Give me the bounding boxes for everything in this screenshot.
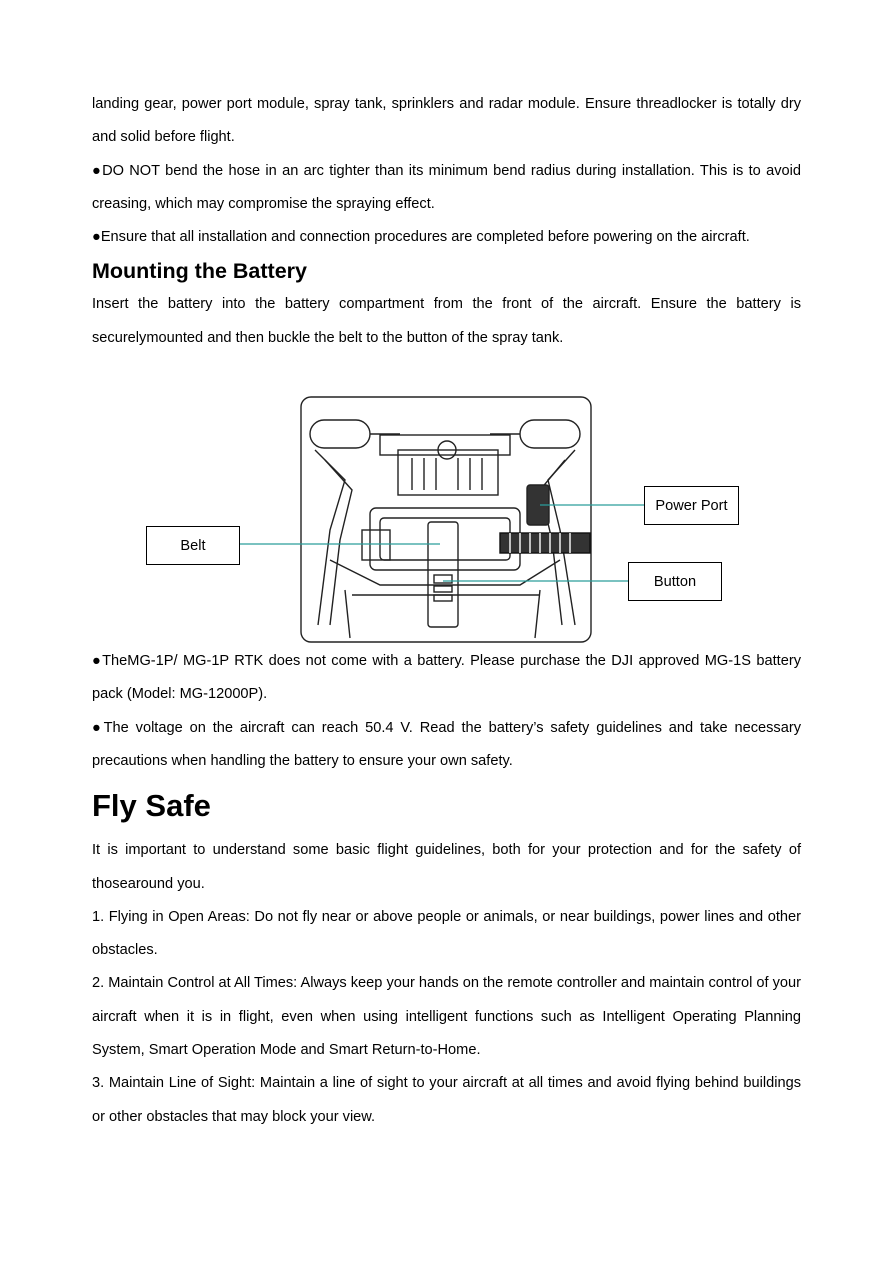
battery-instructions: Insert the battery into the battery compartment from the front of the aircraft. Ensure the battery is securelymounted and then buckle the belt to the button of the spray tank.	[92, 296, 801, 346]
section-heading-fly-safe: Fly Safe	[92, 788, 211, 824]
guideline-maintain-control: 2. Maintain Control at All Times: Always keep your hands on the remote controller and maintain control of your aircraft when it is in flight, even when using intelligent functions such as Intelligent Operating Planning System, Smart Operation Mode and Smart Return-to-Home.	[92, 975, 801, 1059]
guideline-line-of-sight: 3. Maintain Line of Sight: Maintain a line of sight to your aircraft at all times and avoid flying behind buildings or other obstacles that may block your view.	[92, 1075, 801, 1125]
note-voltage-warning: ●The voltage on the aircraft can reach 50.4 V. Read the battery’s safety guidelines and take necessary precautions when handling the battery to ensure your own safety.	[92, 719, 801, 769]
callout-button: Button	[628, 562, 722, 601]
aircraft-illustration	[301, 397, 591, 642]
intro-paragraph: landing gear, power port module, spray tank, sprinklers and radar module. Ensure threadlocker is totally dry and solid before flight.	[92, 96, 801, 146]
note-installation-before-power: ●Ensure that all installation and connection procedures are completed before powering on the aircraft.	[92, 229, 750, 246]
guideline-open-areas: 1. Flying in Open Areas: Do not fly near or above people or animals, or near buildings, power lines and other obstacles.	[92, 908, 801, 959]
section-heading-mounting-battery: Mounting the Battery	[92, 259, 307, 284]
fly-safe-intro: It is important to understand some basic flight guidelines, both for your protection and for the safety of thosearound you.	[92, 842, 801, 892]
note-hose-bend: ●DO NOT bend the hose in an arc tighter than its minimum bend radius during installation. This is to avoid creasing, which may compromise the spraying effect.	[92, 162, 801, 212]
battery-mounting-diagram	[0, 390, 893, 650]
callout-power-port: Power Port	[644, 486, 739, 525]
note-no-battery-included: ●TheMG-1P/ MG-1P RTK does not come with a battery. Please purchase the DJI approved MG-1S battery pack (Model: MG-12000P).	[92, 653, 801, 703]
callout-belt: Belt	[146, 526, 240, 565]
